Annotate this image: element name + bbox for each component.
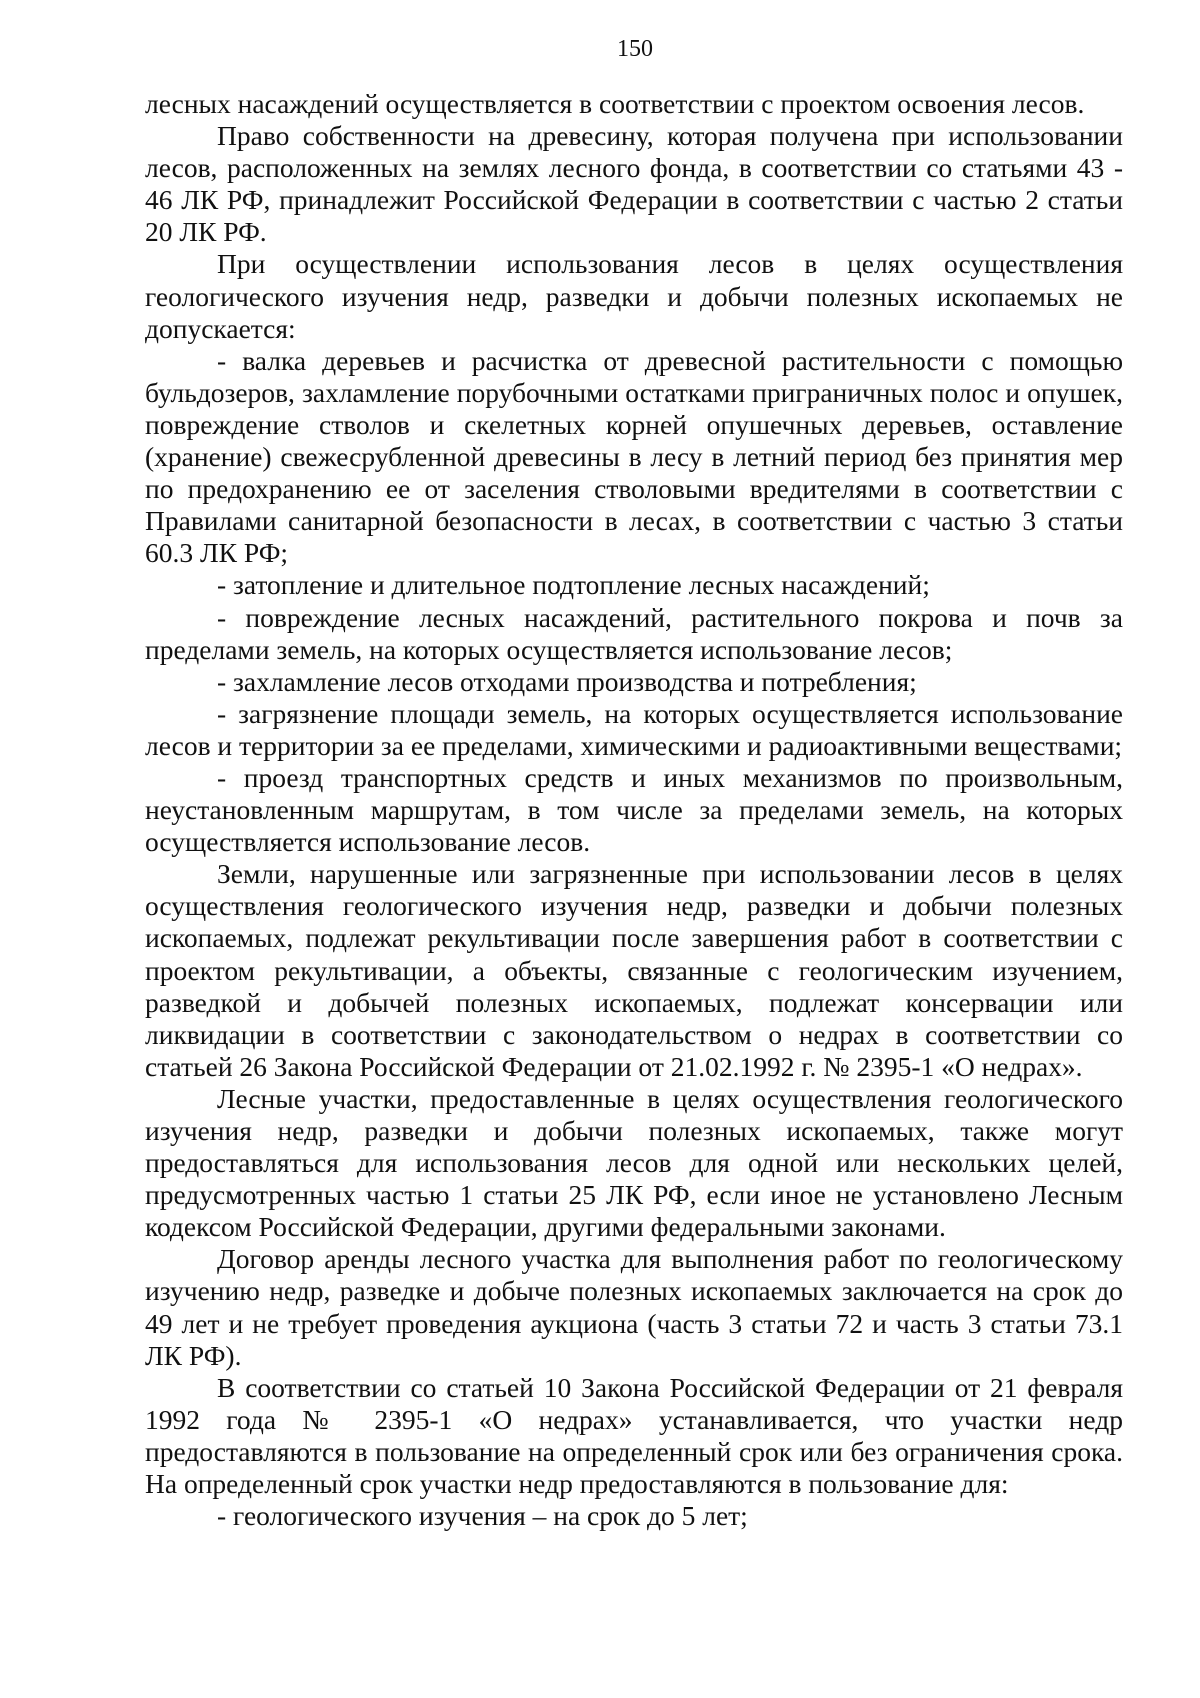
list-item-flooding: - затопление и длительное подтопление лесных насаждений; xyxy=(217,569,930,601)
paragraph-wood-ownership: Право собственности на древесину, которая получена при использовании лесов, расположенных на землях лесного фонда, в соответствии со статьями 43 - 46 ЛК РФ, принадлежит Российской Федерации в соответствии с частью 2 статьи 20 ЛК РФ. xyxy=(145,120,1123,248)
list-item-damage: - повреждение лесных насаждений, растительного покрова и почв за пределами земель, на которых осуществляется использование лесов; xyxy=(145,601,1123,665)
paragraph-forest-plots: Лесные участки, предоставленные в целях осуществления геологического изучения недр, разведки и добычи полезных ископаемых, также могут предоставляться для использования лесов для одной или нескольких целей, предусмотренных частью 1 статьи 25 ЛК РФ, если иное не установлено Лесным кодексом Российской Федерации, другими федеральными законами. xyxy=(145,1082,1123,1243)
paragraph-continuation: лесных насаждений осуществляется в соответствии с проектом освоения лесов. xyxy=(145,88,1085,119)
list-item-littering: - захламление лесов отходами производства и потребления; xyxy=(217,665,917,697)
paragraph-prohibitions-intro: При осуществлении использования лесов в целях осуществления геологического изучения недр, разведки и добычи полезных ископаемых не допускается: xyxy=(145,248,1123,344)
list-item-felling: - валка деревьев и расчистка от древесной растительности с помощью бульдозеров, захламление порубочными остатками приграничных полос и опушек, повреждение стволов и скелетных корней опушечных деревьев, оставление (хранение) свежесрубленной древесины в лесу в летний период без принятия мер по предохранению ее от заселения стволовыми вредителями в соответствии с Правилами санитарной безопасности в лесах, в соответствии с частью 3 статьи 60.3 ЛК РФ; xyxy=(145,344,1123,569)
list-item-geological-study: - геологического изучения – на срок до 5 лет; xyxy=(217,1500,748,1532)
list-item-pollution: - загрязнение площади земель, на которых осуществляется использование лесов и территории за ее пределами, химическими и радиоактивными веществами; xyxy=(145,697,1123,761)
paragraph-lease-agreement: Договор аренды лесного участка для выполнения работ по геологическому изучению недр, разведке и добыче полезных ископаемых заключается на срок до 49 лет и не требует проведения аукциона (часть 3 статьи 72 и часть 3 статьи 73.1 ЛК РФ). xyxy=(145,1243,1123,1371)
document-body xyxy=(145,88,1123,1532)
paragraph-subsoil-law: В соответствии со статьей 10 Закона Российской Федерации от 21 февраля 1992 года № 2395-1 «О недрах» устанавливается, что участки недр предоставляются в пользование на определенный срок или без ограничения срока. На определенный срок участки недр предоставляются в пользование для: xyxy=(145,1371,1123,1500)
list-item-vehicle-passage: - проезд транспортных средств и иных механизмов по произвольным, неустановленным маршрутам, в том числе за пределами земель, на которых осуществляется использование лесов. xyxy=(145,761,1123,858)
page-number: 150 xyxy=(617,36,653,62)
paragraph-recultivation: Земли, нарушенные или загрязненные при использовании лесов в целях осуществления геологического изучения недр, разведки и добычи полезных ископаемых, подлежат рекультивации после завершения работ в соответствии с проектом рекультивации, а объекты, связанные с геологическим изучением, разведкой и добычей полезных ископаемых, подлежат консервации или ликвидации в соответствии с законодательством о недрах в соответствии со статьей 26 Закона Российской Федерации от 21.02.1992 г. № 2395-1 «О недрах». xyxy=(145,858,1123,1082)
